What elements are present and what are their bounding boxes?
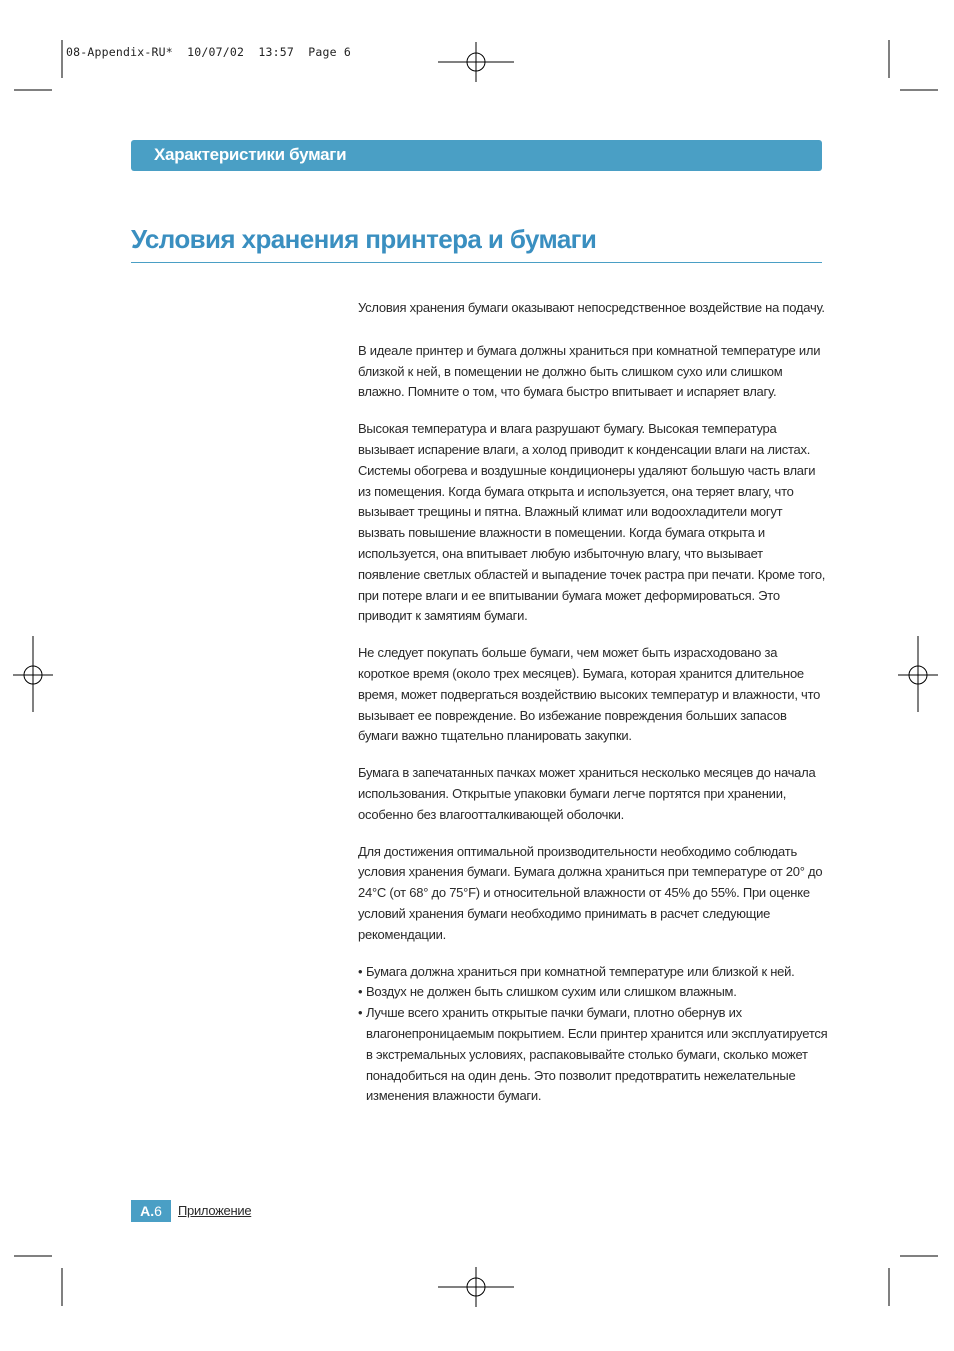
- page-number-badge: [131, 1200, 171, 1222]
- registration-mark-right: [898, 636, 938, 712]
- registration-mark-top: [438, 42, 514, 82]
- bullet-symbol: •: [358, 984, 363, 1000]
- section-banner-title: Характеристики бумаги: [154, 145, 347, 164]
- list-item-text: Лучше всего хранить открытые пачки бумаги, плотно обернув их влагонепроницаемым покрытием. Если принтер хранится или эксплуатируется в экстремальных условиях, распаковывайте столько бумаги, сколько может понадобиться на один день. Это позволит предотвратить нежелательные изменения влажности бумаги.: [366, 1005, 828, 1104]
- footer-section-label: Приложение: [178, 1203, 252, 1218]
- section-banner: [131, 140, 822, 171]
- page-number: 6: [154, 1203, 162, 1219]
- print-slug-line: 08-Appendix-RU* 10/07/02 13:57 Page 6: [66, 45, 351, 59]
- paragraph-optimal-storage: Для достижения оптимальной производительности необходимо соблюдать условия хранения бумаги. Бумага должна храниться при температуре от 20° до 24°C (от 68° до 75°F) и относительной влажности от 45% до 55%. При оценке условий хранения бумаги необходимо принимать в расчет следующие рекомендации.: [358, 843, 823, 942]
- paragraph-ideal-conditions: В идеале принтер и бумага должны храниться при комнатной температуре или близкой к ней, в помещении не должно быть слишком сухо или слишком влажно. Помните о том, что бумага быстро впитывает и испаряет влагу.: [358, 342, 821, 400]
- list-item: [358, 962, 828, 983]
- paragraph-intro: Условия хранения бумаги оказывают непосредственное воздействие на подачу.: [358, 300, 825, 315]
- list-item: [358, 1003, 828, 1107]
- bullet-symbol: •: [358, 963, 363, 979]
- body-text: [358, 298, 828, 1107]
- recommendations-list: [358, 962, 828, 1108]
- list-item: [358, 982, 828, 1003]
- paragraph-temperature-humidity: Высокая температура и влага разрушают бумагу. Высокая температура вызывает испарение влаги, а холод приводит к конденсации влаги на листах. Системы обогрева и воздушные кондиционеры удаляют большую часть влаги из помещения. Когда бумага открыта и используется, она теряет влагу, что вызывает трещины и пятна. Влажный климат или водоохладители могут вызвать повышение влажности в помещении. Когда бумага открыта и используется, она впитывает любую избыточную влагу, что вызывает появление светлых областей и выпадение точек растра при печати. Кроме того, при потере влаги и ее впитывании бумага может деформироваться. Это приводит к замятиям бумаги.: [358, 421, 826, 624]
- list-item-text: Воздух не должен быть слишком сухим или слишком влажным.: [366, 984, 737, 1000]
- title-underline-rule: [131, 262, 822, 263]
- page-number-prefix: A.: [140, 1203, 155, 1219]
- page-title: Условия хранения принтера и бумаги: [131, 224, 597, 254]
- paragraph-purchasing: Не следует покупать больше бумаги, чем может быть израсходовано за короткое время (около трех месяцев). Бумага, которая хранится длительное время, может подвергаться воздействию высоких температур и влажности, что вызывает ее повреждение. Во избежание повреждения больших запасов бумаги важно тщательно планировать закупки.: [358, 645, 821, 744]
- list-item-text: Бумага должна храниться при комнатной температуре или близкой к ней.: [366, 963, 795, 979]
- registration-mark-bottom: [438, 1267, 514, 1307]
- paragraph-sealed-packs: Бумага в запечатанных пачках может храниться несколько месяцев до начала использования. Открытые упаковки бумаги легче портятся при хранении, особенно без влагоотталкивающей оболочки.: [358, 765, 816, 822]
- bullet-symbol: •: [358, 1005, 363, 1021]
- registration-mark-left: [13, 636, 53, 712]
